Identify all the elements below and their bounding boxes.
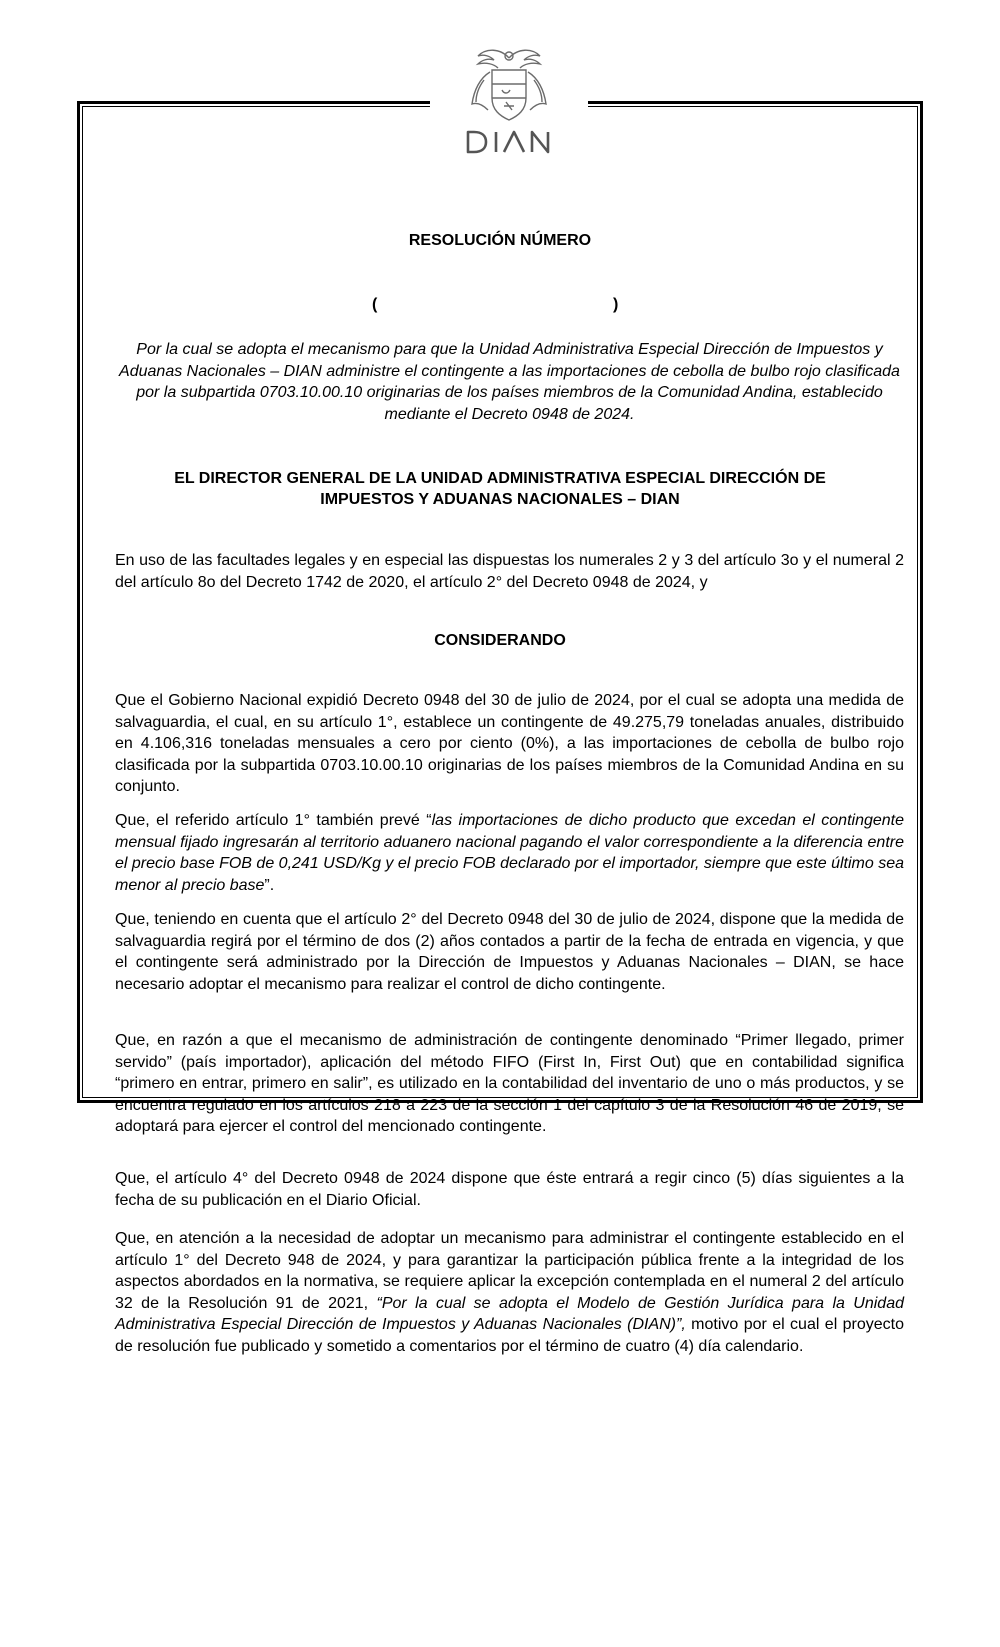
considering-heading: CONSIDERANDO (434, 632, 566, 649)
paragraph-2-prefix: Que, el referido artículo 1° también prevé “ (115, 812, 432, 829)
paragraph-6-quote: “Por la cual se adopta el Modelo de Gestión Jurídica para la Unidad Administrativa Especial Dirección de Impuestos y Aduanas Nacionales (DIAN)”, (115, 1294, 905, 1333)
resolution-number-close-paren: ) (613, 296, 619, 313)
paragraph-6-prefix: Que, en atención a la necesidad de adoptar un mecanismo para administrar el contingente establecido en el artículo 1° del Decreto 948 de 2024, y para garantizar la participación pública frente a la integridad de los aspectos abordados en la normativa, se requiere aplicar la excepción contemplada en el numeral 2 del artículo 32 de la Resolución 91 de 2021, (115, 1230, 904, 1312)
considering-paragraph-2 (115, 810, 904, 896)
legal-powers: En uso de las facultades legales y en especial las dispuestas los numerales 2 y 3 del artículo 3o y el numeral 2 del artículo 8o del Decreto 1742 de 2020, el artículo 2° del Decreto 0948 de 2024, y (115, 552, 904, 591)
resolution-summary: Por la cual se adopta el mecanismo para que la Unidad Administrativa Especial Dirección de Impuestos y Aduanas Nacionales – DIAN administre el contingente a las importaciones de cebolla de bulbo rojo clasificada por la subpartida 0703.10.00.10 originarias de los países miembros de la Comunidad Andina, establecido mediante el Decreto 0948 de 2024. (119, 341, 900, 423)
dian-logo (444, 44, 574, 164)
coat-of-arms-icon (444, 44, 574, 164)
resolution-number-open-paren: ( (372, 296, 378, 313)
paragraph-2-quote: las importaciones de dicho producto que excedan el contingente mensual fijado ingresarán al territorio aduanero nacional pagando el valor correspondiente a la diferencia entre el precio base FOB de 0,241 USD/Kg y el precio FOB declarado por el importador, siempre que este último sea menor al precio base (115, 812, 905, 894)
considering-paragraph-3: Que, teniendo en cuenta que el artículo 2° del Decreto 0948 del 30 de julio de 2024, dispone que la medida de salvaguardia regirá por el término de dos (2) años contados a partir de la fecha de entrada en vigencia, y que el contingente será administrado por la Dirección de Impuestos y Aduanas Nacionales – DIAN, se hace necesario adoptar el mecanismo para realizar el control de dicho contingente. (115, 911, 904, 993)
issuer-heading: EL DIRECTOR GENERAL DE LA UNIDAD ADMINISTRATIVA ESPECIAL DIRECCIÓN DE IMPUESTOS Y ADUANAS NACIONALES – DIAN (174, 470, 826, 508)
considering-paragraph-6 (115, 1228, 904, 1357)
considering-paragraph-1: Que el Gobierno Nacional expidió Decreto 0948 del 30 de julio de 2024, por el cual se adopta una medida de salvaguardia, el cual, en su artículo 1°, establece un contingente de 49.275,79 toneladas anuales, distribuido en 4.106,316 toneladas mensuales a cero por ciento (0%), a las importaciones de cebolla de bulbo rojo clasificada por la subpartida 0703.10.00.10 originarias de los países miembros de la Comunidad Andina en su conjunto. (115, 692, 904, 795)
paragraph-6-suffix: motivo por el cual el proyecto de resolución fue publicado y sometido a comentarios por el término de cuatro (4) día calendario. (115, 1316, 905, 1355)
considering-paragraph-5: Que, el artículo 4° del Decreto 0948 de 2024 dispone que éste entrará a regir cinco (5) días siguientes a la fecha de su publicación en el Diario Oficial. (115, 1170, 904, 1209)
paragraph-2-suffix: ”. (264, 876, 275, 894)
resolution-title: RESOLUCIÓN NÚMERO (408, 232, 592, 249)
considering-paragraph-4: Que, en razón a que el mecanismo de administración de contingente denominado “Primer llegado, primer servido” (país importador), aplicación del método FIFO (First In, First Out) que en contabilidad significa “primero en entrar, primero en salir”, es utilizado en la contabilidad del inventario de uno o más productos, y se encuentra regulado en los artículos 218 a 223 de la sección 1 del capítulo 3 de la Resolución 46 de 2019, se adoptará para ejercer el control del mencionado contingente. (115, 1032, 904, 1135)
